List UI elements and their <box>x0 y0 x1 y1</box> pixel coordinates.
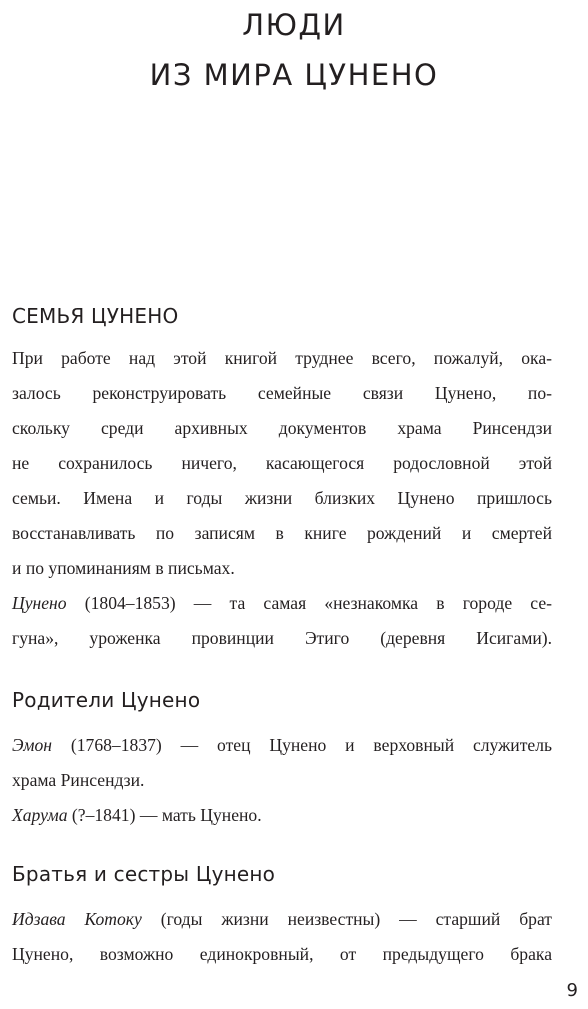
entry-text: (годы жизни неизвестны) — старший брат <box>141 909 552 929</box>
kotoku-entry-cont: Цунено, возможно единокровный, от предыдущего брака <box>12 944 552 964</box>
paragraph-line: семьи. Имена и годы жизни близких Цунено пришлось <box>12 488 552 508</box>
person-name: Цунено <box>12 593 67 613</box>
family-paragraph <box>12 341 552 656</box>
person-name: Идзава Котоку <box>12 909 142 929</box>
emon-entry <box>12 728 552 763</box>
tsuneno-entry-cont: гуна», уроженка провинции Этиго (деревня Исигами). <box>12 628 552 648</box>
entry-text: (1768–1837) — отец Цунено и верховный служитель <box>52 735 552 755</box>
siblings-paragraph <box>12 902 552 972</box>
paragraph-line: восстанавливать по записям в книге рождений и смертей <box>12 523 552 543</box>
entry-text: (1804–1853) — та самая «незнакомка в городе се- <box>66 593 552 613</box>
page-number: 9 <box>566 980 578 1001</box>
paragraph-line: скольку среди архивных документов храма Ринсендзи <box>12 418 552 438</box>
entry-text: (?–1841) — мать Цунено. <box>67 805 262 825</box>
page-title <box>0 0 588 100</box>
tsuneno-entry <box>12 586 552 621</box>
paragraph-line: и по упоминаниям в письмах. <box>12 558 235 578</box>
parents-paragraph <box>12 728 552 833</box>
section-heading-siblings: Братья и сестры Цунено <box>12 862 276 886</box>
paragraph-line: залось реконструировать семейные связи Цунено, по- <box>12 383 552 403</box>
kotoku-entry <box>12 902 552 937</box>
person-name: Харума <box>12 805 68 825</box>
section-heading-parents: Родители Цунено <box>12 688 201 712</box>
emon-entry-cont: храма Ринсендзи. <box>12 770 145 790</box>
section-heading-family: СЕМЬЯ ЦУНЕНО <box>12 304 179 328</box>
person-name: Эмон <box>12 735 53 755</box>
paragraph-line: При работе над этой книгой труднее всего, пожалуй, ока- <box>12 348 552 368</box>
haruma-entry <box>12 798 552 833</box>
paragraph-line: не сохранилось ничего, касающегося родословной этой <box>12 453 552 473</box>
title-line-2: ИЗ МИРА ЦУНЕНО <box>149 58 439 92</box>
title-line-1: ЛЮДИ <box>242 8 346 42</box>
